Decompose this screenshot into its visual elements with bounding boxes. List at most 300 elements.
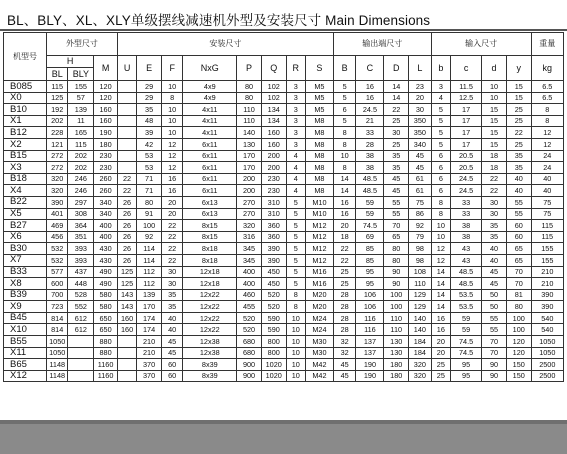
table-cell: 393 — [68, 243, 94, 255]
table-cell: 8x15 — [183, 231, 237, 243]
header-col-c-upper: C — [356, 56, 384, 81]
table-cell: 23 — [409, 81, 432, 93]
table-cell: 880 — [94, 336, 118, 348]
table-cell: 20 — [161, 196, 182, 208]
table-cell: 143 — [117, 289, 136, 301]
header-col-b-lower: b — [431, 56, 450, 81]
table-cell: 190 — [94, 127, 118, 139]
table-row — [4, 196, 564, 208]
table-cell: 680 — [237, 347, 262, 359]
table-cell: 38 — [356, 150, 384, 162]
table-cell: 10 — [286, 324, 305, 336]
table-cell: 165 — [68, 127, 94, 139]
table-cell: 20 — [431, 347, 450, 359]
table-cell: 74.5 — [451, 347, 482, 359]
table-row — [4, 104, 564, 116]
table-cell: 28 — [333, 312, 356, 324]
table-cell: 112 — [137, 278, 162, 290]
table-cell: 1050 — [46, 347, 67, 359]
table-cell: 53 — [137, 162, 162, 174]
table-row — [4, 370, 564, 382]
table-cell: 200 — [261, 162, 286, 174]
table-cell: 26 — [117, 196, 136, 208]
table-cell: 14 — [384, 92, 409, 104]
table-cell: M8 — [305, 138, 333, 150]
table-cell: 18 — [482, 150, 507, 162]
table-cell: 8 — [333, 162, 356, 174]
header-weight: 重量 — [531, 33, 563, 56]
table-cell: 115 — [531, 220, 563, 232]
table-cell: 320 — [409, 359, 432, 371]
table-cell: 10 — [161, 115, 182, 127]
table-cell: 35 — [384, 150, 409, 162]
table-cell: 61 — [409, 173, 432, 185]
table-cell: 65 — [384, 231, 409, 243]
table-cell: 190 — [356, 359, 384, 371]
table-cell: 120 — [506, 336, 531, 348]
table-cell: 48.5 — [451, 278, 482, 290]
table-cell: 8 — [431, 196, 450, 208]
table-cell: 110 — [237, 115, 262, 127]
header-col-s: S — [305, 56, 333, 81]
table-cell: 20 — [431, 336, 450, 348]
table-cell: 202 — [68, 162, 94, 174]
table-cell: M5 — [305, 104, 333, 116]
table-cell: M24 — [305, 324, 333, 336]
table-cell: 4 — [286, 162, 305, 174]
table-cell: 28 — [333, 324, 356, 336]
table-cell: 2500 — [531, 370, 563, 382]
table-cell: 390 — [531, 301, 563, 313]
model-cell: B55 — [4, 336, 47, 348]
table-cell: 125 — [117, 266, 136, 278]
table-cell: 1050 — [531, 336, 563, 348]
table-cell: 814 — [46, 312, 67, 324]
table-cell: 139 — [137, 289, 162, 301]
table-cell: 16 — [431, 312, 450, 324]
footer-band-edge — [0, 420, 567, 424]
table-cell: 24 — [531, 150, 563, 162]
table-cell: 8x15 — [183, 220, 237, 232]
table-cell: 70 — [506, 266, 531, 278]
table-cell: 15 — [482, 138, 507, 150]
table-cell: 18 — [333, 231, 356, 243]
table-cell: 59 — [356, 196, 384, 208]
table-cell: 3 — [286, 138, 305, 150]
table-row — [4, 266, 564, 278]
table-cell: 45 — [161, 347, 182, 359]
table-cell: 39 — [137, 127, 162, 139]
table-cell: 4x9 — [183, 92, 237, 104]
table-cell: 10 — [431, 231, 450, 243]
table-cell: 5 — [286, 208, 305, 220]
table-cell: 590 — [261, 312, 286, 324]
table-cell: 65 — [506, 243, 531, 255]
header-col-r: R — [286, 56, 305, 81]
table-row — [4, 278, 564, 290]
table-row — [4, 81, 564, 93]
table-cell: 6 — [431, 185, 450, 197]
table-cell: 140 — [409, 312, 432, 324]
model-cell: B085 — [4, 81, 47, 93]
table-cell: 12 — [531, 138, 563, 150]
table-cell: 400 — [94, 220, 118, 232]
table-cell: 10 — [286, 312, 305, 324]
header-col-kg: kg — [531, 56, 563, 81]
table-cell: 340 — [94, 196, 118, 208]
table-cell: 528 — [68, 289, 94, 301]
table-cell: 114 — [137, 243, 162, 255]
table-cell: 65 — [506, 254, 531, 266]
table-cell: 12x22 — [183, 289, 237, 301]
table-cell: 310 — [261, 208, 286, 220]
table-cell: 6.5 — [531, 92, 563, 104]
table-cell: 125 — [46, 92, 67, 104]
table-cell: 4 — [286, 185, 305, 197]
table-cell: 22 — [333, 243, 356, 255]
table-cell: 75 — [531, 208, 563, 220]
table-cell: 75 — [409, 196, 432, 208]
table-cell: 3 — [286, 104, 305, 116]
table-cell: 456 — [46, 231, 67, 243]
table-cell: 800 — [261, 347, 286, 359]
table-cell: 170 — [237, 162, 262, 174]
table-cell: 22 — [161, 220, 182, 232]
table-cell: 139 — [68, 104, 94, 116]
table-cell: 320 — [237, 220, 262, 232]
table-cell: 24.5 — [451, 173, 482, 185]
table-cell: 130 — [237, 138, 262, 150]
table-cell: 24.5 — [356, 104, 384, 116]
table-cell: 900 — [237, 370, 262, 382]
table-cell: 18 — [482, 162, 507, 174]
table-cell: 4x11 — [183, 104, 237, 116]
table-cell: M42 — [305, 359, 333, 371]
table-cell: 26 — [117, 231, 136, 243]
table-cell: 5 — [431, 138, 450, 150]
table-row — [4, 301, 564, 313]
table-cell: 5 — [286, 220, 305, 232]
table-cell: 160 — [117, 312, 136, 324]
table-cell: 40 — [482, 254, 507, 266]
table-cell: 5 — [431, 127, 450, 139]
table-cell: 91 — [137, 208, 162, 220]
table-cell: 1160 — [94, 359, 118, 371]
table-row — [4, 127, 564, 139]
table-cell: 60 — [161, 359, 182, 371]
table-cell — [117, 150, 136, 162]
table-cell: 100 — [384, 289, 409, 301]
table-cell: 12 — [161, 162, 182, 174]
table-cell: 16 — [356, 81, 384, 93]
dimensions-table — [3, 32, 564, 382]
table-cell: 22 — [506, 127, 531, 139]
table-row — [4, 359, 564, 371]
table-cell: 57 — [68, 92, 94, 104]
table-cell: 6x11 — [183, 162, 237, 174]
table-row — [4, 162, 564, 174]
table-cell: 12x38 — [183, 347, 237, 359]
header-col-c-lower: c — [451, 56, 482, 81]
table-cell: 45 — [482, 266, 507, 278]
header-col-d-upper: D — [384, 56, 409, 81]
table-cell: 490 — [94, 278, 118, 290]
table-cell: 85 — [356, 254, 384, 266]
table-cell: 8x18 — [183, 243, 237, 255]
table-cell: 90 — [482, 359, 507, 371]
header-input-size: 输入尺寸 — [431, 33, 531, 56]
table-cell: 8x39 — [183, 359, 237, 371]
table-cell: 612 — [68, 312, 94, 324]
table-cell: 48.5 — [356, 173, 384, 185]
table-cell: 95 — [356, 278, 384, 290]
title-divider — [0, 29, 567, 31]
table-cell: 4 — [286, 150, 305, 162]
table-cell: 22 — [333, 254, 356, 266]
table-cell: 45 — [409, 150, 432, 162]
table-cell: 71 — [137, 185, 162, 197]
model-cell: B15 — [4, 150, 47, 162]
table-cell: 45 — [384, 173, 409, 185]
model-cell: X7 — [4, 254, 47, 266]
table-cell: 53.5 — [451, 289, 482, 301]
model-cell: X6 — [4, 231, 47, 243]
table-cell: 1148 — [46, 370, 67, 382]
table-cell: M8 — [305, 185, 333, 197]
table-cell: 15 — [506, 92, 531, 104]
table-cell: 5 — [431, 104, 450, 116]
table-cell: 90 — [384, 278, 409, 290]
model-cell: X9 — [4, 301, 47, 313]
table-cell: 390 — [531, 289, 563, 301]
table-cell: 48.5 — [451, 266, 482, 278]
table-cell: 80 — [384, 243, 409, 255]
table-cell: 310 — [261, 196, 286, 208]
table-cell: 210 — [531, 278, 563, 290]
table-cell: 75 — [531, 196, 563, 208]
model-cell: B45 — [4, 312, 47, 324]
table-cell: 184 — [409, 347, 432, 359]
table-cell: 95 — [451, 359, 482, 371]
model-cell: X0 — [4, 92, 47, 104]
table-cell: 121 — [46, 138, 67, 150]
table-cell: 360 — [261, 231, 286, 243]
table-cell: 100 — [506, 324, 531, 336]
table-cell: 110 — [237, 104, 262, 116]
table-cell: 320 — [46, 185, 67, 197]
table-cell: 70 — [482, 347, 507, 359]
table-cell: 115 — [68, 138, 94, 150]
table-cell: 59 — [356, 208, 384, 220]
table-cell: 14 — [431, 266, 450, 278]
table-cell: 16 — [333, 196, 356, 208]
table-cell: 228 — [46, 127, 67, 139]
table-cell: 21 — [356, 115, 384, 127]
table-cell: 38 — [451, 231, 482, 243]
table-cell: M8 — [305, 162, 333, 174]
table-row — [4, 254, 564, 266]
table-cell: 120 — [94, 81, 118, 93]
table-row — [4, 347, 564, 359]
table-cell: 160 — [117, 324, 136, 336]
header-col-f: F — [161, 56, 182, 81]
table-cell: 48 — [137, 115, 162, 127]
table-cell: 55 — [384, 208, 409, 220]
table-cell: 8 — [333, 127, 356, 139]
table-cell: 71 — [137, 173, 162, 185]
table-cell: 15 — [482, 104, 507, 116]
table-cell — [117, 162, 136, 174]
table-cell: 45 — [384, 185, 409, 197]
table-cell: 8x39 — [183, 370, 237, 382]
table-cell: 134 — [261, 115, 286, 127]
table-cell: 200 — [237, 185, 262, 197]
table-cell: 520 — [261, 289, 286, 301]
table-cell: 180 — [384, 359, 409, 371]
table-cell: 246 — [68, 185, 94, 197]
table-cell: 130 — [384, 336, 409, 348]
table-cell: 32 — [333, 347, 356, 359]
table-cell: 390 — [261, 243, 286, 255]
table-cell: 270 — [237, 208, 262, 220]
model-cell: B39 — [4, 289, 47, 301]
table-cell: 48.5 — [356, 185, 384, 197]
table-cell: 6x11 — [183, 173, 237, 185]
table-cell: 320 — [46, 173, 67, 185]
table-cell: 40 — [531, 173, 563, 185]
table-cell: 401 — [46, 208, 67, 220]
table-cell: 12 — [431, 243, 450, 255]
table-cell: 29 — [137, 92, 162, 104]
table-cell: 490 — [94, 266, 118, 278]
table-cell: 8 — [531, 115, 563, 127]
table-cell: 80 — [237, 81, 262, 93]
table-cell: 35 — [384, 162, 409, 174]
table-cell: 155 — [531, 254, 563, 266]
table-cell: 43 — [451, 254, 482, 266]
table-cell: 260 — [94, 185, 118, 197]
table-cell: 12x18 — [183, 278, 237, 290]
table-cell: M10 — [305, 196, 333, 208]
table-cell: 53.5 — [451, 301, 482, 313]
table-cell: 1050 — [46, 336, 67, 348]
table-cell: 20.5 — [451, 150, 482, 162]
table-cell: 540 — [531, 324, 563, 336]
model-cell: B65 — [4, 359, 47, 371]
header-col-u: U — [117, 56, 136, 81]
table-cell: 260 — [94, 173, 118, 185]
table-cell: 143 — [117, 301, 136, 313]
table-cell: 40 — [161, 312, 182, 324]
table-cell: 120 — [94, 92, 118, 104]
table-cell: 2500 — [531, 359, 563, 371]
table-cell: 11.5 — [451, 81, 482, 93]
table-cell: 14 — [431, 289, 450, 301]
table-cell: 120 — [506, 347, 531, 359]
table-cell: M8 — [305, 173, 333, 185]
table-cell: 25 — [431, 370, 450, 382]
table-cell: 150 — [506, 370, 531, 382]
table-cell: 316 — [237, 231, 262, 243]
table-cell: 364 — [68, 220, 94, 232]
table-cell: 17 — [451, 104, 482, 116]
header-h-bl: BL — [46, 68, 67, 81]
header-col-y: y — [506, 56, 531, 81]
table-cell: 6 — [333, 104, 356, 116]
table-cell: 170 — [137, 301, 162, 313]
table-cell: M5 — [305, 92, 333, 104]
model-cell: B27 — [4, 220, 47, 232]
table-cell: 8 — [161, 92, 182, 104]
table-cell: 400 — [237, 278, 262, 290]
table-cell: 360 — [261, 220, 286, 232]
table-cell: 4x9 — [183, 81, 237, 93]
table-cell: 16 — [431, 324, 450, 336]
table-cell: 580 — [94, 301, 118, 313]
table-cell: 10 — [333, 150, 356, 162]
table-cell: 350 — [409, 115, 432, 127]
table-cell: M30 — [305, 347, 333, 359]
table-row — [4, 324, 564, 336]
table-cell: 14 — [333, 173, 356, 185]
table-row — [4, 243, 564, 255]
table-row — [4, 336, 564, 348]
table-cell: 184 — [409, 336, 432, 348]
table-cell: 70 — [482, 336, 507, 348]
header-output-end: 输出端尺寸 — [333, 33, 431, 56]
table-cell: 33 — [451, 208, 482, 220]
table-cell: 25 — [506, 138, 531, 150]
table-cell: 79 — [409, 231, 432, 243]
table-cell: M42 — [305, 370, 333, 382]
table-cell: 80 — [506, 301, 531, 313]
table-cell: M30 — [305, 336, 333, 348]
table-cell: M20 — [305, 289, 333, 301]
table-cell: 100 — [137, 220, 162, 232]
table-cell: 22 — [161, 254, 182, 266]
header-col-b-upper: B — [333, 56, 356, 81]
table-cell: 180 — [384, 370, 409, 382]
table-cell: 308 — [68, 208, 94, 220]
table-cell: 24 — [531, 162, 563, 174]
table-cell: 10 — [286, 347, 305, 359]
table-cell: M10 — [305, 208, 333, 220]
table-cell: 35 — [482, 231, 507, 243]
table-cell: 5 — [333, 115, 356, 127]
table-cell: 40 — [161, 324, 182, 336]
table-row — [4, 150, 564, 162]
table-cell: 33 — [451, 196, 482, 208]
table-cell: 390 — [261, 254, 286, 266]
table-cell: 5 — [286, 243, 305, 255]
table-cell: 25 — [384, 138, 409, 150]
table-cell: 25 — [333, 266, 356, 278]
table-cell: 540 — [531, 312, 563, 324]
table-cell: 50 — [482, 289, 507, 301]
table-cell: 12.5 — [451, 92, 482, 104]
table-cell: 160 — [94, 115, 118, 127]
table-cell: 17 — [451, 115, 482, 127]
table-cell: 28 — [333, 301, 356, 313]
model-cell: X11 — [4, 347, 47, 359]
table-cell: 430 — [94, 243, 118, 255]
table-cell: 400 — [237, 266, 262, 278]
table-cell: 16 — [356, 92, 384, 104]
table-cell: 5 — [286, 196, 305, 208]
table-cell: 108 — [409, 266, 432, 278]
table-cell: 532 — [46, 254, 67, 266]
table-cell: 600 — [46, 278, 67, 290]
